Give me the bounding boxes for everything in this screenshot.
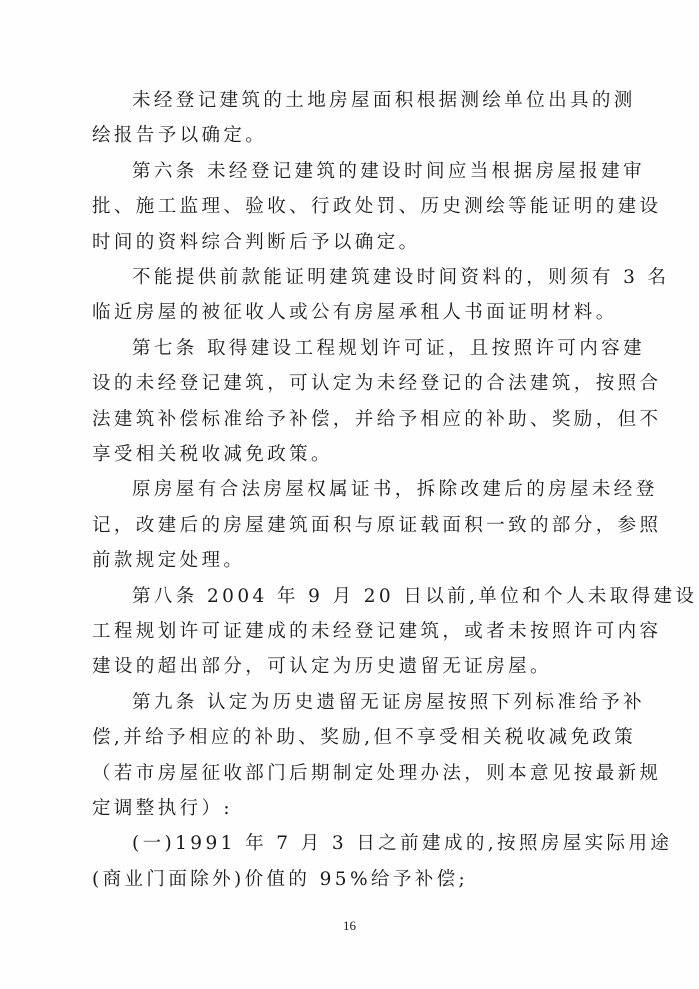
text-line: 工程规划许可证建成的未经登记建筑，或者未按照许可内容 <box>92 621 662 642</box>
text-line: 时间的资料综合判断后予以确定。 <box>92 232 421 253</box>
text-line: 建设的超出部分，可认定为历史遗留无证房屋。 <box>92 656 552 677</box>
text-line: 临近房屋的被征收人或公有房屋承租人书面证明材料。 <box>92 302 618 323</box>
text-line: 第八条 2004 年 9 月 20 日以前,单位和个人未取得建设 <box>132 586 698 607</box>
text-line: 设的未经登记建筑，可认定为未经登记的合法建筑，按照合 <box>92 373 662 394</box>
text-line: 绘报告予以确定。 <box>92 125 268 146</box>
text-line: 第七条 取得建设工程规划许可证，且按照许可内容建 <box>132 338 645 359</box>
page-number: 16 <box>343 918 356 933</box>
text-line: 法建筑补偿标准给予补偿，并给予相应的补助、奖励，但不 <box>92 409 662 430</box>
text-line: 原房屋有合法房屋权属证书，拆除改建后的房屋未经登 <box>132 479 658 500</box>
text-line: 第六条 未经登记建筑的建设时间应当根据房屋报建审 <box>132 161 645 182</box>
text-line: 未经登记建筑的土地房屋面积根据测绘单位出具的测 <box>132 90 636 111</box>
text-line: 第九条 认定为历史遗留无证房屋按照下列标准给予补 <box>132 692 645 713</box>
text-line: 批、施工监理、验收、行政处罚、历史测绘等能证明的建设 <box>92 196 662 217</box>
text-line: 前款规定处理。 <box>92 550 246 571</box>
text-line: 偿,并给予相应的补助、奖励,但不享受相关税收减免政策 <box>92 727 637 748</box>
text-line: 定调整执行）: <box>92 798 234 819</box>
text-line: （若市房屋征收部门后期制定处理办法，则本意见按最新规 <box>92 763 662 784</box>
text-line: (一)1991 年 7 月 3 日之前建成的,按照房屋实际用途 <box>132 833 673 854</box>
text-line: 记，改建后的房屋建筑面积与原证载面积一致的部分，参照 <box>92 515 662 536</box>
text-line: (商业门面除外)价值的 95%给予补偿; <box>92 869 469 890</box>
text-line: 享受相关税收减免政策。 <box>92 444 333 465</box>
text-line: 不能提供前款能证明建筑建设时间资料的，则须有 3 名 <box>132 267 670 288</box>
